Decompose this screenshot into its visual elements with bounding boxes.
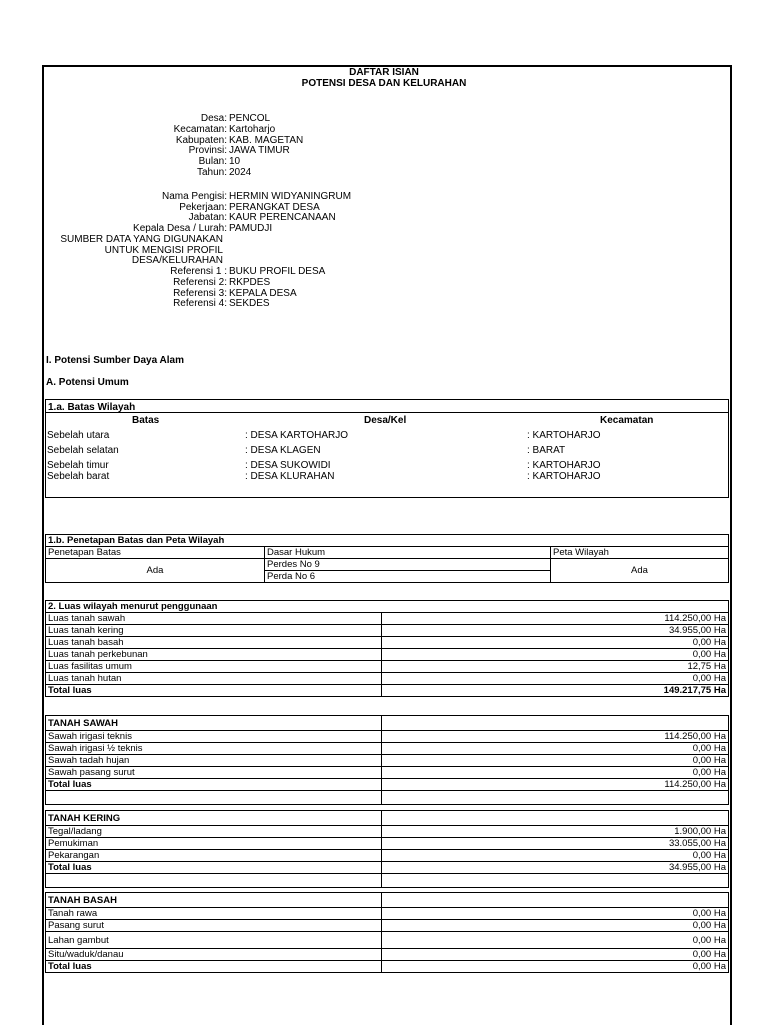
document-title: DAFTAR ISIAN xyxy=(349,67,419,78)
sawah-row-value: 114.250,00 Ha xyxy=(382,731,729,743)
penetapan-header-peta: Peta Wilayah xyxy=(551,547,729,559)
tanah-sawah-table xyxy=(45,715,729,805)
label-kabupaten: Kabupaten: xyxy=(175,135,227,146)
source-label-line2: UNTUK MENGISI PROFIL xyxy=(104,245,223,256)
value-kabupaten: KAB. MAGETAN xyxy=(229,135,304,146)
label-bulan: Bulan: xyxy=(198,156,227,167)
batas-wilayah-divider xyxy=(45,412,729,413)
penetapan-header-dasar: Dasar Hukum xyxy=(265,547,551,559)
luas-row-value: 0,00 Ha xyxy=(381,673,729,685)
luas-row-value: 0,00 Ha xyxy=(381,637,729,649)
basah-row-label: Pasang surut xyxy=(46,920,382,932)
batas-row-utara-desa: : DESA KARTOHARJO xyxy=(245,430,348,441)
basah-row-value: 0,00 Ha xyxy=(382,932,729,949)
batas-row-selatan-side: Sebelah selatan xyxy=(47,445,119,456)
value-bulan: 10 xyxy=(229,156,241,167)
penetapan-value: Ada xyxy=(46,559,265,583)
luas-row-label: Luas tanah kering xyxy=(46,625,382,637)
batas-row-timur-kec: : KARTOHARJO xyxy=(527,460,601,471)
sawah-row-value: 0,00 Ha xyxy=(382,743,729,755)
kering-row-label: Pemukiman xyxy=(46,838,382,850)
sawah-title: TANAH SAWAH xyxy=(46,716,382,731)
value-referensi-2: RKPDES xyxy=(229,277,271,288)
luas-row-label: Luas fasilitas umum xyxy=(46,661,382,673)
batas-row-selatan-desa: : DESA KLAGEN xyxy=(245,445,321,456)
source-label-line1: SUMBER DATA YANG DIGUNAKAN xyxy=(60,234,223,245)
batas-wilayah-box xyxy=(45,399,729,498)
label-kepala-desa: Kepala Desa / Lurah: xyxy=(133,223,227,234)
batas-row-barat-side: Sebelah barat xyxy=(47,471,110,482)
value-desa: PENCOL xyxy=(229,113,271,124)
batas-row-barat-kec: : KARTOHARJO xyxy=(527,471,601,482)
luas-row-value: 114.250,00 Ha xyxy=(381,613,729,625)
label-referensi-4: Referensi 4: xyxy=(173,298,227,309)
batas-row-utara-side: Sebelah utara xyxy=(47,430,110,441)
label-desa: Desa: xyxy=(200,113,227,124)
kering-title: TANAH KERING xyxy=(46,811,382,826)
luas-row-value: 0,00 Ha xyxy=(381,649,729,661)
batas-row-timur-side: Sebelah timur xyxy=(47,460,109,471)
dasar-hukum-1: Perdes No 9 xyxy=(265,559,551,571)
luas-wilayah-table xyxy=(45,600,729,697)
basah-total-value: 0,00 Ha xyxy=(382,961,729,973)
section-heading-potensi-umum: A. Potensi Umum xyxy=(46,377,129,388)
sawah-row-value: 0,00 Ha xyxy=(382,767,729,779)
label-nama-pengisi: Nama Pengisi: xyxy=(161,191,227,202)
label-kecamatan: Kecamatan: xyxy=(173,124,227,135)
tanah-kering-table xyxy=(45,810,729,888)
value-kecamatan: Kartoharjo xyxy=(229,124,276,135)
batas-row-timur-desa: : DESA SUKOWIDI xyxy=(245,460,331,471)
label-referensi-3: Referensi 3: xyxy=(173,288,227,299)
value-jabatan: KAUR PERENCANAAN xyxy=(229,212,336,223)
luas-title: 2. Luas wilayah menurut penggunaan xyxy=(46,601,382,613)
batas-wilayah-title: 1.a. Batas Wilayah xyxy=(48,402,136,413)
penetapan-table xyxy=(45,534,729,583)
basah-title: TANAH BASAH xyxy=(46,893,382,908)
luas-row-value: 34.955,00 Ha xyxy=(381,625,729,637)
kering-total-label: Total luas xyxy=(46,862,382,874)
document-subtitle: POTENSI DESA DAN KELURAHAN xyxy=(301,78,467,89)
luas-row-label: Luas tanah sawah xyxy=(46,613,382,625)
basah-total-label: Total luas xyxy=(46,961,382,973)
basah-row-value: 0,00 Ha xyxy=(382,949,729,961)
sawah-row-label: Sawah irigasi ½ teknis xyxy=(46,743,382,755)
sawah-row-value: 0,00 Ha xyxy=(382,755,729,767)
kering-row-value: 1.900,00 Ha xyxy=(382,826,729,838)
sawah-row-label: Sawah irigasi teknis xyxy=(46,731,382,743)
value-pekerjaan: PERANGKAT DESA xyxy=(229,202,320,213)
luas-total-value: 149.217,75 Ha xyxy=(381,685,729,697)
value-kepala-desa: PAMUDJI xyxy=(229,223,273,234)
label-pekerjaan: Pekerjaan: xyxy=(179,202,227,213)
kering-row-label: Tegal/ladang xyxy=(46,826,382,838)
batas-header-batas: Batas xyxy=(132,415,160,426)
label-jabatan: Jabatan: xyxy=(188,212,227,223)
basah-row-value: 0,00 Ha xyxy=(382,920,729,932)
tanah-basah-table xyxy=(45,892,729,973)
basah-row-label: Tanah rawa xyxy=(46,908,382,920)
sawah-row-label: Sawah tadah hujan xyxy=(46,755,382,767)
luas-row-label: Luas tanah perkebunan xyxy=(46,649,382,661)
source-label-line3: DESA/KELURAHAN xyxy=(131,255,223,266)
basah-row-value: 0,00 Ha xyxy=(382,908,729,920)
value-referensi-3: KEPALA DESA xyxy=(229,288,297,299)
batas-row-barat-desa: : DESA KLURAHAN xyxy=(245,471,335,482)
luas-row-label: Luas tanah basah xyxy=(46,637,382,649)
luas-row-label: Luas tanah hutan xyxy=(46,673,382,685)
value-tahun: 2024 xyxy=(229,167,252,178)
kering-row-label: Pekarangan xyxy=(46,850,382,862)
value-referensi-4: SEKDES xyxy=(229,298,270,309)
sawah-total-value: 114.250,00 Ha xyxy=(382,779,729,791)
label-provinsi: Provinsi: xyxy=(188,145,227,156)
penetapan-header-penetapan: Penetapan Batas xyxy=(46,547,265,559)
batas-header-kecamatan: Kecamatan xyxy=(600,415,654,426)
penetapan-title: 1.b. Penetapan Batas dan Peta Wilayah xyxy=(46,535,729,547)
kering-row-value: 0,00 Ha xyxy=(382,850,729,862)
label-referensi-1: Referensi 1 : xyxy=(170,266,227,277)
batas-row-selatan-kec: : BARAT xyxy=(527,445,566,456)
luas-row-value: 12,75 Ha xyxy=(381,661,729,673)
basah-row-label: Lahan gambut xyxy=(46,932,382,949)
dasar-hukum-2: Perda No 6 xyxy=(265,571,551,583)
value-referensi-1: BUKU PROFIL DESA xyxy=(229,266,326,277)
basah-row-label: Situ/waduk/danau xyxy=(46,949,382,961)
kering-row-value: 33.055,00 Ha xyxy=(382,838,729,850)
batas-header-desa: Desa/Kel xyxy=(364,415,407,426)
section-heading-sda: I. Potensi Sumber Daya Alam xyxy=(46,355,185,366)
peta-value: Ada xyxy=(551,559,729,583)
batas-row-utara-kec: : KARTOHARJO xyxy=(527,430,601,441)
value-nama-pengisi: HERMIN WIDYANINGRUM xyxy=(229,191,352,202)
value-provinsi: JAWA TIMUR xyxy=(229,145,290,156)
kering-total-value: 34.955,00 Ha xyxy=(382,862,729,874)
sawah-total-label: Total luas xyxy=(46,779,382,791)
luas-total-label: Total luas xyxy=(46,685,382,697)
sawah-row-label: Sawah pasang surut xyxy=(46,767,382,779)
label-referensi-2: Referensi 2: xyxy=(173,277,227,288)
label-tahun: Tahun: xyxy=(196,167,227,178)
